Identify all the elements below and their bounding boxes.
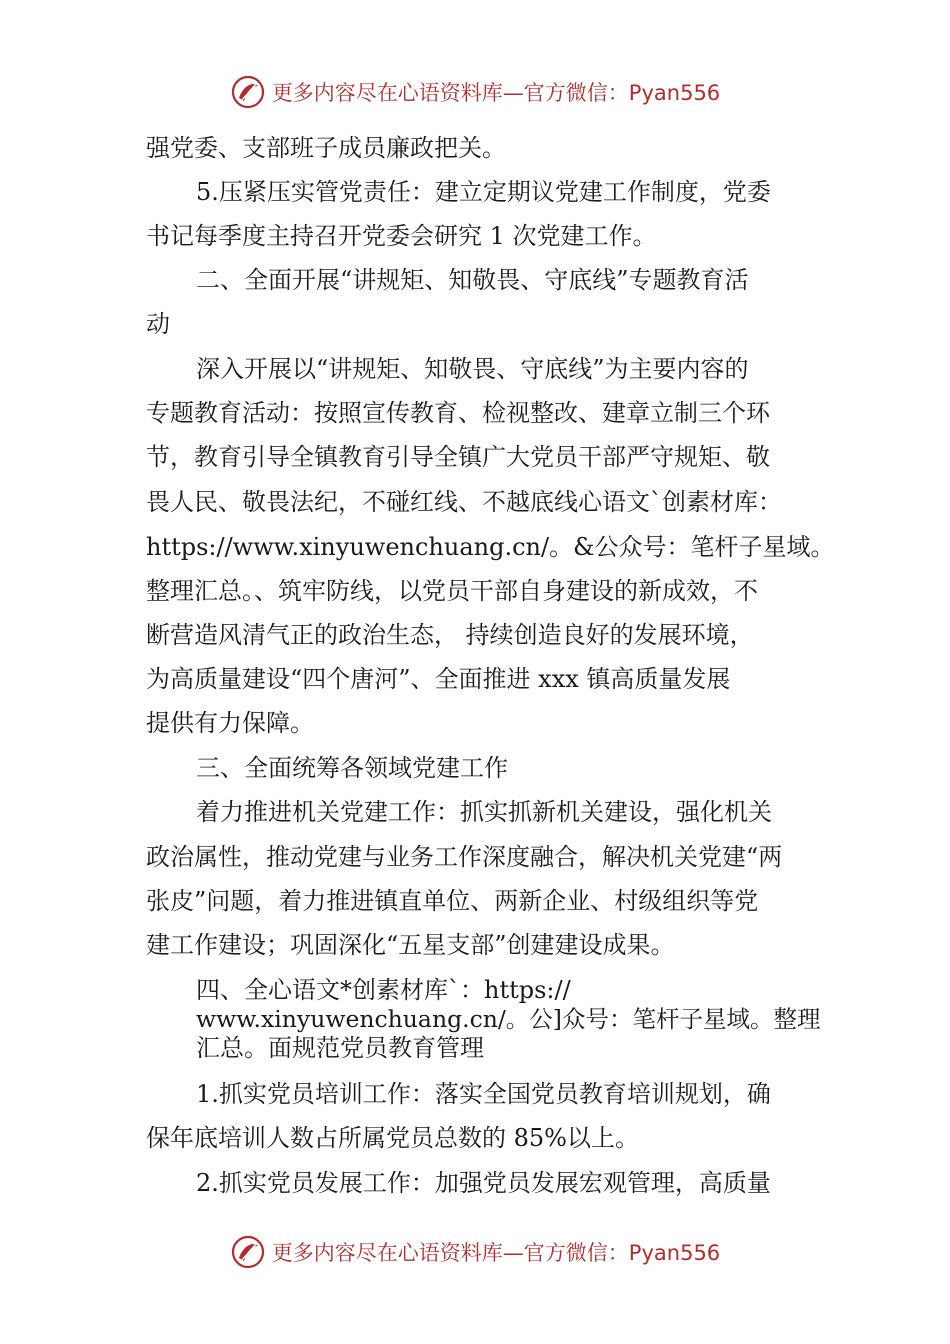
section-heading-4: 四、全心语文*创素材库`：https:// <box>196 976 571 1004</box>
text-line-18: 张皮”问题，着力推进镇直单位、两新企业、村级组织等党 <box>146 887 759 915</box>
text-line-19: 建工作建设；巩固深化“五星支部”创建建设成果。 <box>146 931 675 959</box>
header-banner-text: 更多内容尽在心语资料库—官方微信：Pyan556 <box>271 81 721 105</box>
text-line-10: https://www.xinyuwenchuang.cn/。&公众号：笔杆子星域。 <box>146 533 835 561</box>
text-line-14: 提供有力保障。 <box>146 709 314 737</box>
header-banner <box>0 72 950 112</box>
section-heading-4-cont: www.xinyuwenchuang.cn/。公]众号：笔杆子星域。整理 <box>196 1005 821 1033</box>
brand-logo-icon <box>230 1234 266 1270</box>
text-line-1: 强党委、支部班子成员廉政把关。 <box>146 134 506 162</box>
text-line-9: 畏人民、敬畏法纪，不碰红线、不越底线心语文`创素材库： <box>146 488 782 516</box>
text-line-23: 1.抓实党员培训工作：落实全国党员教育培训规划，确 <box>196 1080 771 1108</box>
text-line-7: 专题教育活动：按照宣传教育、检视整改、建章立制三个环 <box>146 399 770 427</box>
section-heading-2-cont: 动 <box>146 310 170 338</box>
section-heading-2: 二、全面开展“讲规矩、知敬畏、守底线”专题教育活 <box>196 266 749 294</box>
text-line-13: 为高质量建设“四个唐河”、全面推进 xxx 镇高质量发展 <box>146 665 731 693</box>
text-line-24: 保年底培训人数占所属党员总数的 85%以上。 <box>146 1124 639 1152</box>
section-heading-3: 三、全面统筹各领域党建工作 <box>196 754 508 782</box>
footer-banner <box>0 1232 950 1272</box>
text-line-2: 5.压紧压实管党责任：建立定期议党建工作制度，党委 <box>196 178 771 206</box>
text-line-25: 2.抓实党员发展工作：加强党员发展宏观管理，高质量 <box>196 1169 771 1197</box>
footer-banner-text: 更多内容尽在心语资料库—官方微信：Pyan556 <box>271 1241 721 1265</box>
section-heading-4-end: 汇总。面规范党员教育管理 <box>196 1034 484 1062</box>
text-line-6: 深入开展以“讲规矩、知敬畏、守底线”为主要内容的 <box>196 355 749 383</box>
brand-logo-icon <box>230 74 266 110</box>
text-line-17: 政治属性，推动党建与业务工作深度融合，解决机关党建“两 <box>146 843 783 871</box>
text-line-12: 断营造风清气正的政治生态， 持续创造良好的发展环境， <box>146 621 754 649</box>
text-line-11: 整理汇总。、筑牢防线，以党员干部自身建设的新成效，不 <box>146 577 758 605</box>
text-line-8: 节，教育引导全镇教育引导全镇广大党员干部严守规矩、敬 <box>146 443 770 471</box>
text-line-16: 着力推进机关党建工作：抓实抓新机关建设，强化机关 <box>196 798 772 826</box>
text-line-3: 书记每季度主持召开党委会研究 1 次党建工作。 <box>146 222 657 250</box>
